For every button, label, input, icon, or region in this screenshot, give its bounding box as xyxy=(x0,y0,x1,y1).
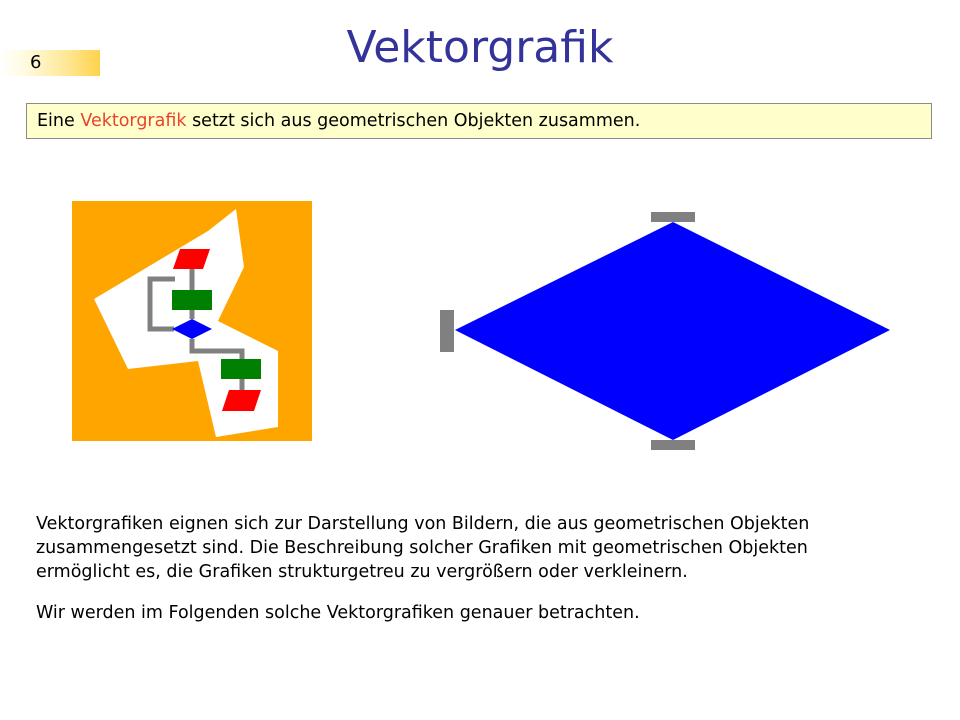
slide-title: Vektorgrafik xyxy=(346,22,614,73)
body-paragraph-2: Wir werden im Folgenden solche Vektorgrafiken genauer betrachten. xyxy=(36,603,640,623)
definition-prefix: Eine xyxy=(37,111,81,131)
definition-box xyxy=(26,103,932,139)
flowchart-figure xyxy=(72,201,312,441)
decision-diamond-large xyxy=(455,222,890,440)
body-paragraph-1: Vektorgrafiken eignen sich zur Darstellung von Bildern, die aus geometrischen Objekten zusammengesetzt sind. Die Beschreibung solcher Grafiken mit geometrischen Objekten ermöglicht es, die Grafiken strukturgetreu zu vergrößern oder verkleinern. xyxy=(36,514,810,582)
enlarged-diamond-figure xyxy=(438,210,892,454)
slide-number: 6 xyxy=(30,52,42,73)
process-box-top xyxy=(172,290,212,310)
connector-stub-top xyxy=(651,212,695,222)
connector-stub-left xyxy=(440,310,454,352)
definition-suffix: setzt sich aus geometrischen Objekten zusammen. xyxy=(186,111,641,131)
definition-term: Vektorgrafik xyxy=(80,111,187,131)
process-box-bottom xyxy=(221,359,261,379)
connector-stub-bottom xyxy=(651,440,695,450)
